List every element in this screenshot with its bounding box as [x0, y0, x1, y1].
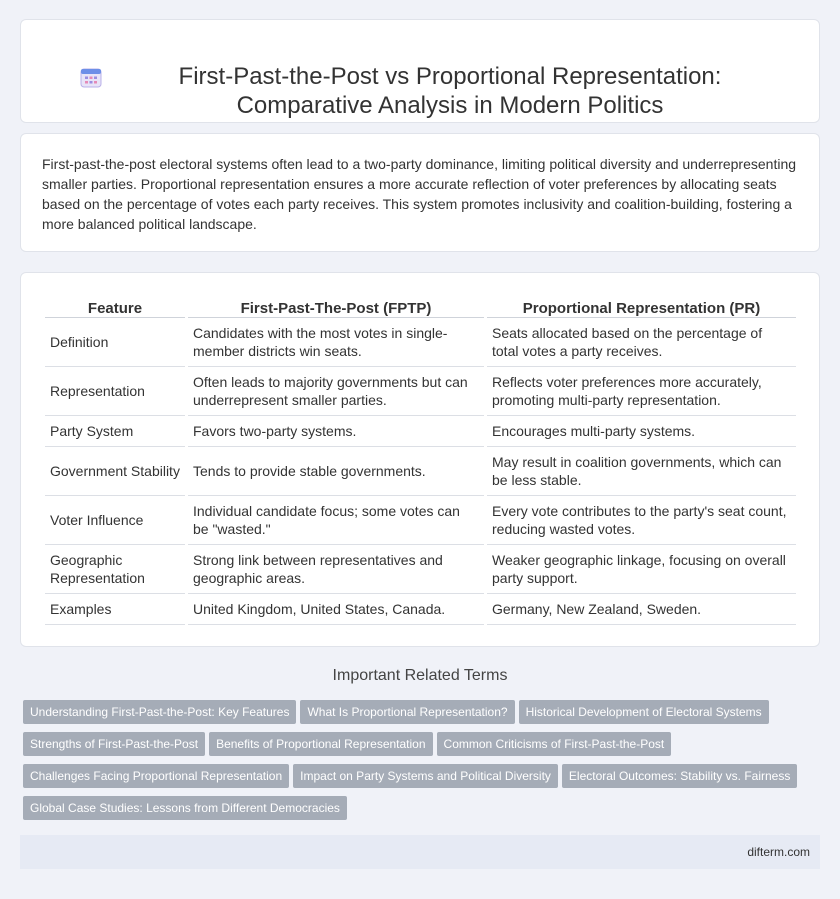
- table-cell-fptp: United Kingdom, United States, Canada.: [188, 594, 484, 625]
- comparison-table: [42, 296, 799, 625]
- calendar-icon: [79, 65, 103, 89]
- table-cell-pr: Weaker geographic linkage, focusing on overall party support.: [487, 545, 796, 594]
- column-header-pr: Proportional Representation (PR): [487, 296, 796, 318]
- table-cell-feature: Government Stability: [45, 447, 185, 496]
- table-cell-feature: Representation: [45, 367, 185, 416]
- related-terms-list: [23, 700, 823, 828]
- table-cell-pr: May result in coalition governments, which can be less stable.: [487, 447, 796, 496]
- table-cell-fptp: Favors two-party systems.: [188, 416, 484, 447]
- table-row: [45, 496, 796, 545]
- comparison-table-card: [20, 272, 820, 647]
- related-term-tag[interactable]: Strengths of First-Past-the-Post: [23, 732, 205, 756]
- table-row: [45, 318, 796, 367]
- table-cell-pr: Germany, New Zealand, Sweden.: [487, 594, 796, 625]
- table-row: [45, 447, 796, 496]
- footer-site-link[interactable]: difterm.com: [747, 845, 810, 859]
- table-header-row: [45, 296, 796, 318]
- table-cell-fptp: Strong link between representatives and geographic areas.: [188, 545, 484, 594]
- related-term-tag[interactable]: Impact on Party Systems and Political Diversity: [293, 764, 558, 788]
- related-term-tag[interactable]: Understanding First-Past-the-Post: Key Features: [23, 700, 296, 724]
- intro-card: [20, 133, 820, 252]
- table-cell-feature: Geographic Representation: [45, 545, 185, 594]
- table-row: [45, 545, 796, 594]
- table-row: [45, 594, 796, 625]
- table-cell-fptp: Tends to provide stable governments.: [188, 447, 484, 496]
- table-cell-pr: Every vote contributes to the party's seat count, reducing wasted votes.: [487, 496, 796, 545]
- footer: [20, 835, 820, 869]
- related-term-tag[interactable]: Challenges Facing Proportional Representation: [23, 764, 289, 788]
- page-title: First-Past-the-Post vs Proportional Representation: Comparative Analysis in Modern Politics: [178, 63, 722, 119]
- table-row: [45, 416, 796, 447]
- table-cell-feature: Definition: [45, 318, 185, 367]
- related-term-tag[interactable]: Historical Development of Electoral Systems: [519, 700, 769, 724]
- table-cell-fptp: Individual candidate focus; some votes can be "wasted.": [188, 496, 484, 545]
- table-cell-feature: Examples: [45, 594, 185, 625]
- related-term-tag[interactable]: What Is Proportional Representation?: [300, 700, 514, 724]
- table-row: [45, 367, 796, 416]
- column-header-fptp: First-Past-The-Post (FPTP): [188, 296, 484, 318]
- table-cell-pr: Reflects voter preferences more accurately, promoting multi-party representation.: [487, 367, 796, 416]
- related-term-tag[interactable]: Global Case Studies: Lessons from Different Democracies: [23, 796, 347, 820]
- related-term-tag[interactable]: Common Criticisms of First-Past-the-Post: [437, 732, 672, 756]
- header-card: [20, 19, 820, 123]
- table-cell-feature: Voter Influence: [45, 496, 185, 545]
- table-cell-pr: Seats allocated based on the percentage of total votes a party receives.: [487, 318, 796, 367]
- table-cell-fptp: Candidates with the most votes in single-member districts win seats.: [188, 318, 484, 367]
- related-term-tag[interactable]: Electoral Outcomes: Stability vs. Fairness: [562, 764, 797, 788]
- related-term-tag[interactable]: Benefits of Proportional Representation: [209, 732, 432, 756]
- related-terms-heading: Important Related Terms: [332, 667, 508, 684]
- column-header-feature: Feature: [45, 296, 185, 318]
- table-cell-pr: Encourages multi-party systems.: [487, 416, 796, 447]
- intro-text: First-past-the-post electoral systems often lead to a two-party dominance, limiting political diversity and underrepresenting smaller parties. Proportional representation ensures a more accurate reflection of voter preferences by allocating seats based on the percentage of votes each party receives. This system promotes inclusivity and coalition-building, fostering a more balanced political landscape.: [42, 156, 797, 232]
- table-cell-feature: Party System: [45, 416, 185, 447]
- table-cell-fptp: Often leads to majority governments but can underrepresent smaller parties.: [188, 367, 484, 416]
